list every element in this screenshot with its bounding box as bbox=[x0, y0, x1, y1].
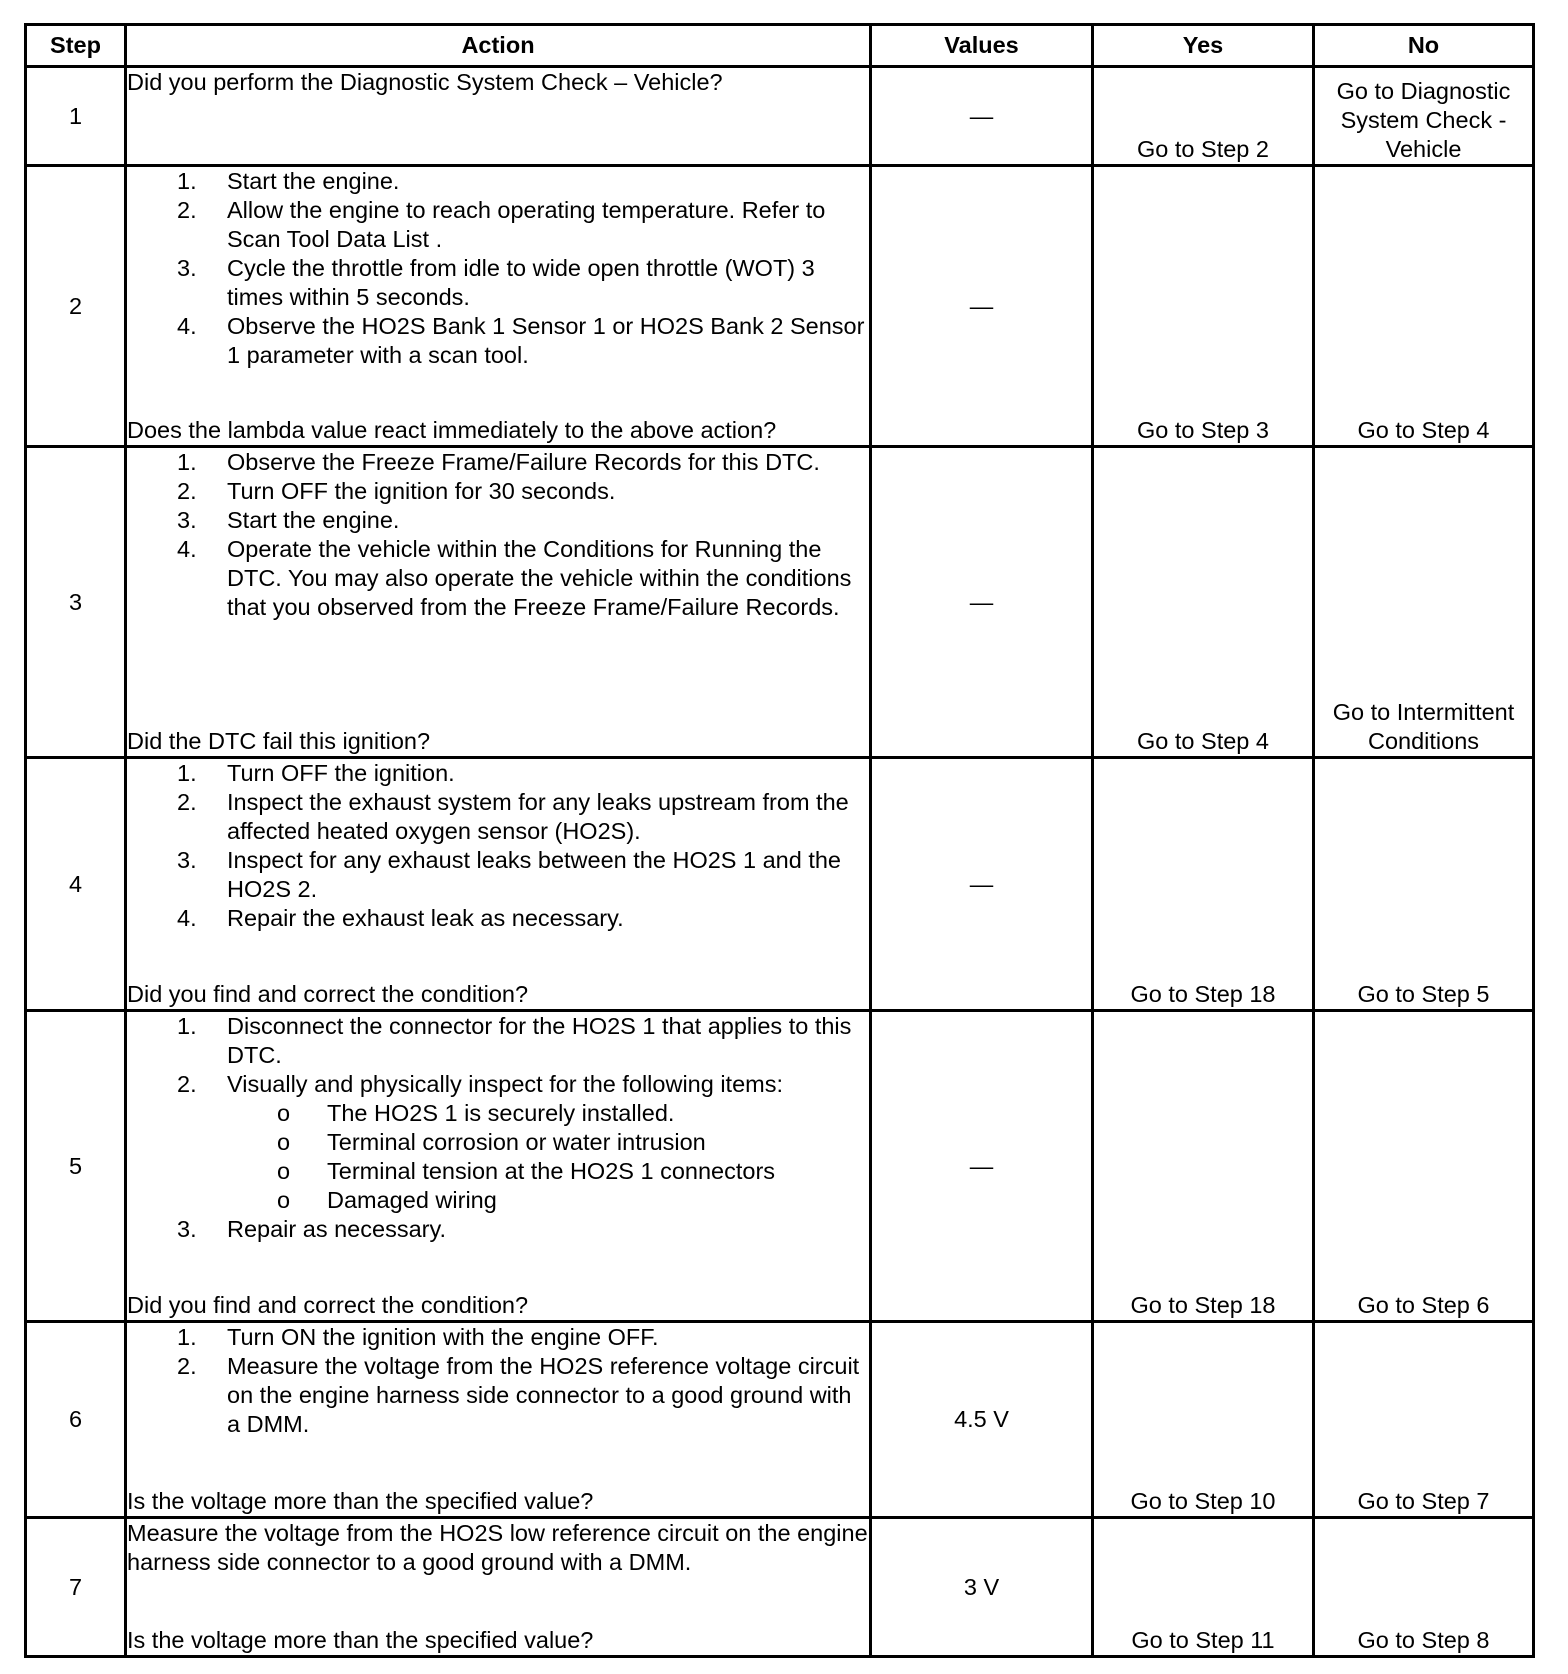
yes-cell: Go to Step 18 bbox=[1093, 1011, 1314, 1322]
header-row bbox=[26, 25, 1534, 67]
item-number: 2. bbox=[177, 789, 197, 815]
item-text: Inspect the exhaust system for any leaks upstream from the affected heated oxygen sensor (HO2S). bbox=[227, 789, 849, 844]
action-steps-list bbox=[127, 759, 869, 933]
action-question: Is the voltage more than the specified value? bbox=[127, 1488, 594, 1514]
action-steps-list bbox=[127, 1323, 869, 1439]
table-row-step-5 bbox=[26, 1011, 1534, 1322]
bullet-icon: o bbox=[277, 1129, 291, 1155]
list-item bbox=[127, 846, 869, 904]
bullet-icon: o bbox=[277, 1100, 291, 1126]
action-cell bbox=[126, 447, 871, 758]
value-cell: — bbox=[871, 166, 1093, 447]
list-item bbox=[127, 506, 869, 535]
item-number: 1. bbox=[177, 449, 197, 475]
yes-cell: Go to Step 2 bbox=[1093, 67, 1314, 166]
no-cell: Go to Intermittent Conditions bbox=[1314, 447, 1534, 758]
list-item bbox=[127, 196, 869, 254]
yes-cell: Go to Step 3 bbox=[1093, 166, 1314, 447]
step-number: 6 bbox=[26, 1322, 126, 1518]
item-text: Repair the exhaust leak as necessary. bbox=[227, 905, 624, 931]
value-cell: — bbox=[871, 67, 1093, 166]
list-item bbox=[127, 759, 869, 788]
list-item bbox=[227, 1157, 869, 1186]
item-number: 3. bbox=[177, 255, 197, 281]
item-text: Terminal tension at the HO2S 1 connectors bbox=[327, 1158, 776, 1184]
action-steps-list bbox=[127, 448, 869, 622]
item-number: 4. bbox=[177, 313, 197, 339]
value-cell: — bbox=[871, 447, 1093, 758]
item-number: 3. bbox=[177, 1216, 197, 1242]
bullet-icon: o bbox=[277, 1158, 291, 1184]
step-number: 1 bbox=[26, 67, 126, 166]
table-row-step-4 bbox=[26, 758, 1534, 1011]
no-cell: Go to Step 6 bbox=[1314, 1011, 1534, 1322]
yes-cell: Go to Step 18 bbox=[1093, 758, 1314, 1011]
table-row-step-7 bbox=[26, 1518, 1534, 1657]
list-item bbox=[127, 477, 869, 506]
item-number: 2. bbox=[177, 478, 197, 504]
header-step: Step bbox=[26, 25, 126, 67]
value-cell: — bbox=[871, 758, 1093, 1011]
header-yes: Yes bbox=[1093, 25, 1314, 67]
list-item bbox=[127, 1070, 869, 1215]
item-number: 3. bbox=[177, 507, 197, 533]
list-item bbox=[127, 1352, 869, 1439]
action-cell bbox=[126, 1011, 871, 1322]
action-text: Measure the voltage from the HO2S low reference circuit on the engine harness side connector to a good ground with a DMM. bbox=[127, 1520, 868, 1575]
yes-cell: Go to Step 10 bbox=[1093, 1322, 1314, 1518]
item-number: 3. bbox=[177, 847, 197, 873]
item-text: Observe the HO2S Bank 1 Sensor 1 or HO2S Bank 2 Sensor 1 parameter with a scan tool. bbox=[227, 313, 865, 368]
header-no: No bbox=[1314, 25, 1534, 67]
item-text: Turn OFF the ignition. bbox=[227, 760, 455, 786]
list-item bbox=[227, 1099, 869, 1128]
item-text: Measure the voltage from the HO2S reference voltage circuit on the engine harness side connector to a good ground with a DMM. bbox=[227, 1353, 860, 1437]
inspection-items-list bbox=[227, 1099, 869, 1215]
list-item bbox=[127, 535, 869, 622]
action-question: Does the lambda value react immediately to the above action? bbox=[127, 417, 777, 443]
table-row-step-2 bbox=[26, 166, 1534, 447]
step-number: 2 bbox=[26, 166, 126, 447]
action-steps-list bbox=[127, 1012, 869, 1244]
step-number: 3 bbox=[26, 447, 126, 758]
item-text: Inspect for any exhaust leaks between the HO2S 1 and the HO2S 2. bbox=[227, 847, 841, 902]
table-row-step-3 bbox=[26, 447, 1534, 758]
list-item bbox=[127, 167, 869, 196]
value-cell: 4.5 V bbox=[871, 1322, 1093, 1518]
no-cell: Go to Step 7 bbox=[1314, 1322, 1534, 1518]
item-text: Start the engine. bbox=[227, 507, 400, 533]
list-item bbox=[127, 448, 869, 477]
no-cell: Go to Step 8 bbox=[1314, 1518, 1534, 1657]
action-cell bbox=[126, 67, 871, 166]
list-item bbox=[127, 788, 869, 846]
action-question: Did the DTC fail this ignition? bbox=[127, 728, 431, 754]
no-cell: Go to Step 5 bbox=[1314, 758, 1534, 1011]
item-text: Turn OFF the ignition for 30 seconds. bbox=[227, 478, 616, 504]
list-item bbox=[227, 1186, 869, 1215]
action-text: Did you perform the Diagnostic System Check – Vehicle? bbox=[127, 69, 723, 95]
item-number: 4. bbox=[177, 536, 197, 562]
no-cell: Go to Step 4 bbox=[1314, 166, 1534, 447]
yes-cell: Go to Step 11 bbox=[1093, 1518, 1314, 1657]
yes-cell: Go to Step 4 bbox=[1093, 447, 1314, 758]
item-text: Turn ON the ignition with the engine OFF. bbox=[227, 1324, 659, 1350]
table-row-step-1 bbox=[26, 67, 1534, 166]
value-cell: — bbox=[871, 1011, 1093, 1322]
value-cell: 3 V bbox=[871, 1518, 1093, 1657]
item-text: Allow the engine to reach operating temperature. Refer to Scan Tool Data List . bbox=[227, 197, 826, 252]
list-item bbox=[227, 1128, 869, 1157]
item-text: Cycle the throttle from idle to wide open throttle (WOT) 3 times within 5 seconds. bbox=[227, 255, 815, 310]
item-number: 1. bbox=[177, 1013, 197, 1039]
action-cell bbox=[126, 1518, 871, 1657]
item-number: 2. bbox=[177, 197, 197, 223]
item-text: Terminal corrosion or water intrusion bbox=[327, 1129, 706, 1155]
item-number: 1. bbox=[177, 760, 197, 786]
item-number: 1. bbox=[177, 1324, 197, 1350]
item-text: Repair as necessary. bbox=[227, 1216, 446, 1242]
list-item bbox=[127, 1012, 869, 1070]
item-text: Disconnect the connector for the HO2S 1 that applies to this DTC. bbox=[227, 1013, 852, 1068]
item-number: 2. bbox=[177, 1071, 197, 1097]
action-cell bbox=[126, 758, 871, 1011]
action-question: Did you find and correct the condition? bbox=[127, 981, 529, 1007]
list-item bbox=[127, 904, 869, 933]
header-values: Values bbox=[871, 25, 1093, 67]
step-number: 5 bbox=[26, 1011, 126, 1322]
action-cell bbox=[126, 166, 871, 447]
item-number: 4. bbox=[177, 905, 197, 931]
item-text: Damaged wiring bbox=[327, 1187, 497, 1213]
item-number: 2. bbox=[177, 1353, 197, 1379]
bullet-icon: o bbox=[277, 1187, 291, 1213]
action-question: Did you find and correct the condition? bbox=[127, 1292, 529, 1318]
step-number: 7 bbox=[26, 1518, 126, 1657]
item-text: Start the engine. bbox=[227, 168, 400, 194]
no-cell: Go to Diagnostic System Check - Vehicle bbox=[1314, 67, 1534, 166]
item-text: Operate the vehicle within the Conditions for Running the DTC. You may also operate the vehicle within the conditions that you observed from the Freeze Frame/Failure Records. bbox=[227, 536, 852, 620]
list-item bbox=[127, 1323, 869, 1352]
header-action: Action bbox=[126, 25, 871, 67]
table-row-step-6 bbox=[26, 1322, 1534, 1518]
item-text: The HO2S 1 is securely installed. bbox=[327, 1100, 675, 1126]
diagnostic-table bbox=[24, 23, 1535, 1658]
item-number: 1. bbox=[177, 168, 197, 194]
item-text: Visually and physically inspect for the following items: bbox=[227, 1071, 784, 1097]
item-text: Observe the Freeze Frame/Failure Records for this DTC. bbox=[227, 449, 820, 475]
list-item bbox=[127, 254, 869, 312]
action-cell bbox=[126, 1322, 871, 1518]
list-item bbox=[127, 312, 869, 370]
step-number: 4 bbox=[26, 758, 126, 1011]
action-question: Is the voltage more than the specified value? bbox=[127, 1627, 594, 1653]
list-item bbox=[127, 1215, 869, 1244]
action-steps-list bbox=[127, 167, 869, 370]
